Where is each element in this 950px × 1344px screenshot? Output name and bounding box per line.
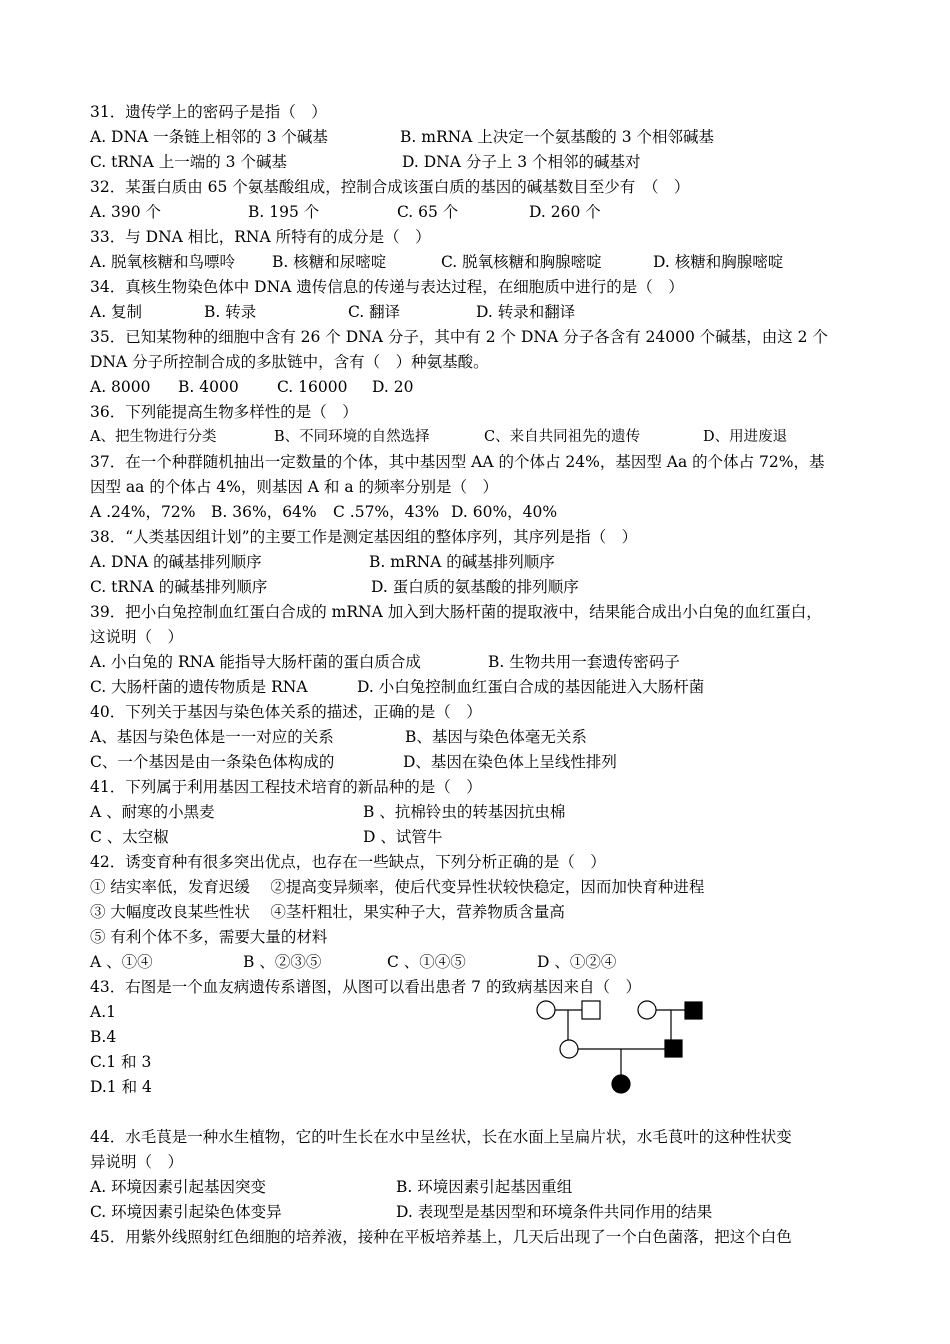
individual-6 (665, 1040, 682, 1057)
question-41: 41．下列属于利用基因工程技术培育的新品种的是（ ） (90, 778, 482, 796)
option-b: B、不同环境的自然选择 (274, 429, 430, 445)
option-a: A. DNA 的碱基排列顺序 (90, 553, 262, 571)
option-a: A、把生物进行分类 (90, 429, 217, 445)
option-c: C .57%，43% (333, 503, 440, 521)
options-row (90, 1200, 870, 1225)
option-b: B、基因与染色体毫无关系 (405, 728, 587, 746)
individual-3 (638, 1001, 656, 1019)
option-a: A.1 (90, 1003, 116, 1021)
question-45: 45．用紫外线照射红色细胞的培养液，接种在平板培养基上，几天后出现了一个白色菌落，把这个白色 (90, 1228, 792, 1246)
option-a: A 、耐寒的小黑麦 (90, 803, 215, 821)
option-d: D. 表现型是基因型和环境条件共同作用的结果 (396, 1203, 713, 1221)
option-a: A .24%，72% (90, 503, 196, 521)
option-a: A. 复制 (90, 303, 143, 321)
question-39: 39．把小白兔控制血红蛋白合成的 mRNA 加入到大肠杆菌的提取液中，结果能合成出小白兔的血红蛋白， (90, 603, 822, 621)
option-b: B 、抗棉铃虫的转基因抗虫棉 (363, 803, 566, 821)
option-d: D. 蛋白质的氨基酸的排列顺序 (371, 578, 579, 596)
option-d: D. 转录和翻译 (476, 303, 576, 321)
option-c: C. tRNA 的碱基排列顺序 (90, 578, 268, 596)
option-d: D. 小白兔控制血红蛋白合成的基因能进入大肠杆菌 (357, 678, 705, 696)
options-row (90, 300, 870, 325)
option-d: D. 60%，40% (451, 503, 558, 521)
option-d: D 、试管牛 (363, 828, 443, 846)
option-b: B. 4000 (178, 378, 239, 396)
option-b: B. 195 个 (248, 203, 320, 221)
option-a: A. 环境因素引起基因突变 (90, 1178, 267, 1196)
exam-page (90, 100, 870, 1250)
option-c: C. 环境因素引起染色体变异 (90, 1203, 282, 1221)
options-row (90, 950, 870, 975)
question-44: 44．水毛茛是一种水生植物，它的叶生长在水中呈丝状，长在水面上呈扁片状，水毛茛叶的这种性状变 (90, 1128, 792, 1146)
option-a: A. DNA 一条链上相邻的 3 个碱基 (90, 128, 328, 146)
statement-5: ⑤ 有利个体不多，需要大量的材料 (90, 928, 328, 946)
question-31: 31．遗传学上的密码子是指（ ） (90, 103, 327, 121)
question-38: 38．“人类基因组计划”的主要工作是测定基因组的整体序列，其序列是指（ ） (90, 528, 638, 546)
question-33: 33．与 DNA 相比，RNA 所特有的成分是（ ） (90, 228, 431, 246)
option-b: B 、②③⑤ (243, 953, 322, 971)
individual-5 (560, 1040, 578, 1058)
question-35-cont: DNA 分子所控制合成的多肽链中，含有（ ）种氨基酸。 (90, 353, 489, 371)
option-c: C. 脱氧核糖和胸腺嘧啶 (441, 253, 602, 271)
question-34: 34．真核生物染色体中 DNA 遗传信息的传递与表达过程，在细胞质中进行的是（ ） (90, 278, 684, 296)
statement-3-4: ③ 大幅度改良某些性状 ④茎杆粗壮，果实种子大，营养物质含量高 (90, 903, 565, 921)
options-row (90, 725, 870, 750)
options-row (90, 375, 870, 400)
option-d: D. 20 (372, 378, 414, 396)
option-c: C. 65 个 (397, 203, 459, 221)
option-d: D 、①②④ (537, 953, 617, 971)
option-b: B. 核糖和尿嘧啶 (272, 253, 387, 271)
question-43: 43．右图是一个血友病遗传系谱图，从图可以看出患者 7 的致病基因来自（ ） (90, 978, 641, 996)
option-c: C 、太空椒 (90, 828, 169, 846)
option-c: C.1 和 3 (90, 1053, 152, 1071)
options-row (90, 825, 870, 850)
question-42: 42．诱变育种有很多突出优点，也存在一些缺点，下列分析正确的是（ ） (90, 853, 606, 871)
option-c: C. tRNA 上一端的 3 个碱基 (90, 153, 287, 171)
options-row (90, 250, 870, 275)
options-row (90, 675, 870, 700)
option-a: A. 8000 (90, 378, 151, 396)
statement-1-2: ① 结实率低，发育迟缓 ②提高变异频率，使后代变异性状较快稳定，因而加快育种进程 (90, 878, 705, 896)
options-row (90, 650, 870, 675)
option-b: B. 36%，64% (211, 503, 317, 521)
option-b: B. 环境因素引起基因重组 (396, 1178, 573, 1196)
options-row (90, 800, 870, 825)
option-d: D.1 和 4 (90, 1078, 152, 1096)
option-c: C. 16000 (277, 378, 348, 396)
option-a: A. 390 个 (90, 203, 162, 221)
option-b: B. 转录 (204, 303, 257, 321)
options-row (90, 125, 870, 150)
option-c: C. 翻译 (348, 303, 401, 321)
options-row (90, 750, 870, 775)
option-b: B. 生物共用一套遗传密码子 (488, 653, 680, 671)
question-40: 40．下列关于基因与染色体关系的描述，正确的是（ ） (90, 703, 482, 721)
option-d: D. 核糖和胸腺嘧啶 (653, 253, 784, 271)
question-44-cont: 异说明（ ） (90, 1153, 184, 1171)
options-row (90, 150, 870, 175)
options-row (90, 550, 870, 575)
option-c: C、来自共同祖先的遗传 (484, 429, 641, 445)
individual-1 (537, 1001, 555, 1019)
option-d: D、基因在染色体上呈线性排列 (403, 753, 617, 771)
option-c: C. 大肠杆菌的遗传物质是 RNA (90, 678, 308, 696)
option-d: D. 260 个 (529, 203, 601, 221)
individual-4 (685, 1002, 702, 1019)
option-c: C、一个基因是由一条染色体构成的 (90, 753, 335, 771)
question-32: 32．某蛋白质由 65 个氨基酸组成，控制合成该蛋白质的基因的碱基数目至少有 （ ） (90, 178, 690, 196)
individual-7 (612, 1075, 630, 1093)
question-37: 37．在一个种群随机抽出一定数量的个体，其中基因型 AA 的个体占 24%，基因型 Aa 的个体占 72%，基 (90, 453, 825, 471)
question-36: 36．下列能提高生物多样性的是（ ） (90, 403, 358, 421)
question-37-cont: 因型 aa 的个体占 4%，则基因 A 和 a 的频率分别是（ ） (90, 478, 498, 496)
options-row (90, 200, 870, 225)
options-row (90, 575, 870, 600)
option-a: A、基因与染色体是一一对应的关系 (90, 728, 334, 746)
options-row (90, 425, 870, 450)
option-b: B. mRNA 的碱基排列顺序 (369, 553, 555, 571)
question-35: 35．已知某物种的细胞中含有 26 个 DNA 分子，其中有 2 个 DNA 分子各含有 24000 个碱基，由这 2 个 (90, 328, 828, 346)
option-c: C 、①④⑤ (387, 953, 466, 971)
options-row (90, 1175, 870, 1200)
option-b: B. mRNA 上决定一个氨基酸的 3 个相邻碱基 (400, 128, 715, 146)
individual-2 (582, 1001, 600, 1019)
option-a: A. 脱氧核糖和鸟嘌呤 (90, 253, 236, 271)
option-d: D. DNA 分子上 3 个相邻的碱基对 (402, 153, 641, 171)
pedigree-chart (532, 995, 712, 1095)
option-d: D、用进废退 (703, 429, 788, 445)
options-row (90, 500, 870, 525)
question-39-cont: 这说明（ ） (90, 628, 184, 646)
option-b: B.4 (90, 1028, 117, 1046)
option-a: A. 小白兔的 RNA 能指导大肠杆菌的蛋白质合成 (90, 653, 421, 671)
option-a: A 、①④ (90, 953, 153, 971)
